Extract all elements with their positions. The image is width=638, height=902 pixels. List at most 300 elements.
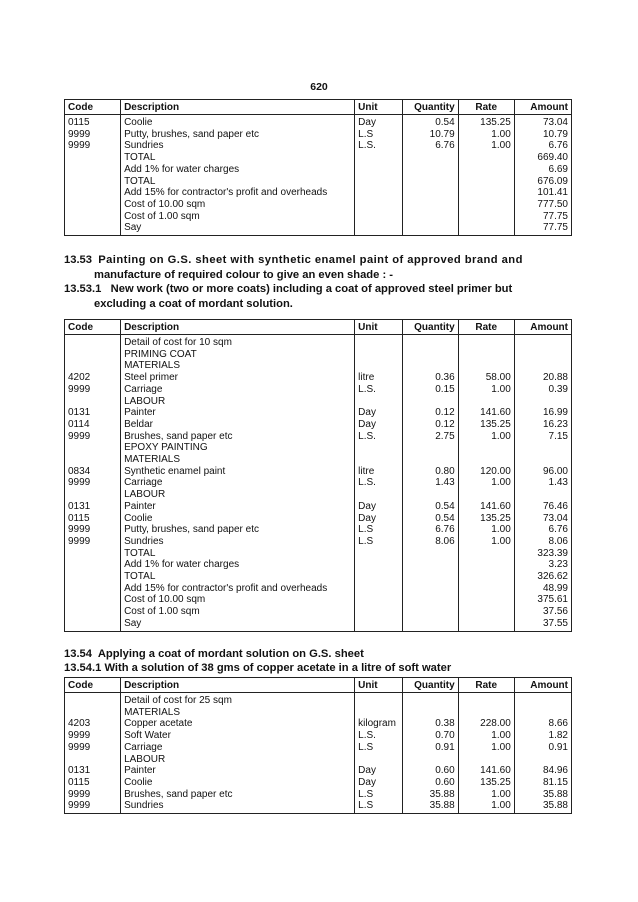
- cell-code: [65, 754, 121, 766]
- cell-quantity: 0.60: [402, 765, 458, 777]
- cell-quantity: [402, 707, 458, 719]
- cell-description: Coolie: [121, 115, 355, 129]
- cell-code: 9999: [65, 140, 121, 152]
- cell-amount: [514, 754, 571, 766]
- table-row: [65, 396, 572, 408]
- table-row: [65, 489, 572, 501]
- cell-quantity: [402, 583, 458, 595]
- cell-code: 0834: [65, 466, 121, 478]
- cell-amount: [514, 396, 571, 408]
- table-row: [65, 115, 572, 129]
- cell-quantity: [402, 187, 458, 199]
- cell-unit: Day: [355, 419, 402, 431]
- cell-rate: [458, 187, 514, 199]
- cell-description: LABOUR: [121, 754, 355, 766]
- cell-description: MATERIALS: [121, 360, 355, 372]
- cell-unit: Day: [355, 115, 402, 129]
- cell-unit: kilogram: [355, 718, 402, 730]
- table-row: [65, 742, 572, 754]
- header-rate: Rate: [458, 320, 514, 335]
- cell-quantity: [402, 176, 458, 188]
- cell-rate: [458, 176, 514, 188]
- cell-code: [65, 594, 121, 606]
- cost-table-3: [64, 677, 572, 814]
- cell-quantity: [402, 164, 458, 176]
- cell-unit: [355, 594, 402, 606]
- cell-quantity: 0.12: [402, 419, 458, 431]
- cell-quantity: 0.15: [402, 384, 458, 396]
- header-description: Description: [121, 100, 355, 115]
- header-amount: Amount: [514, 100, 571, 115]
- table-row: [65, 765, 572, 777]
- table-row: [65, 800, 572, 813]
- cell-quantity: [402, 199, 458, 211]
- cell-amount: 6.76: [514, 140, 571, 152]
- table-row: [65, 384, 572, 396]
- cell-unit: L.S: [355, 742, 402, 754]
- table-row: [65, 606, 572, 618]
- table-row: [65, 777, 572, 789]
- cell-unit: litre: [355, 466, 402, 478]
- cell-amount: 20.88: [514, 372, 571, 384]
- table-row: [65, 571, 572, 583]
- cell-unit: [355, 396, 402, 408]
- cell-code: 4202: [65, 372, 121, 384]
- header-code: Code: [65, 678, 121, 693]
- table-row: [65, 477, 572, 489]
- header-code: Code: [65, 100, 121, 115]
- cell-rate: 1.00: [458, 384, 514, 396]
- cell-rate: [458, 360, 514, 372]
- cell-quantity: [402, 454, 458, 466]
- cell-amount: 8.66: [514, 718, 571, 730]
- cell-unit: [355, 606, 402, 618]
- cell-amount: 326.62: [514, 571, 571, 583]
- cell-quantity: 0.54: [402, 115, 458, 129]
- cell-quantity: [402, 489, 458, 501]
- cell-amount: 669.40: [514, 152, 571, 164]
- cell-rate: [458, 349, 514, 361]
- cell-description: Carriage: [121, 742, 355, 754]
- table-row: [65, 536, 572, 548]
- cell-code: 0115: [65, 115, 121, 129]
- cell-rate: 135.25: [458, 513, 514, 525]
- header-unit: Unit: [355, 678, 402, 693]
- cell-rate: 1.00: [458, 129, 514, 141]
- cell-rate: [458, 594, 514, 606]
- cell-amount: 0.39: [514, 384, 571, 396]
- cell-unit: [355, 335, 402, 349]
- table-row: [65, 513, 572, 525]
- cell-description: MATERIALS: [121, 707, 355, 719]
- section-title-line1: Painting on G.S. sheet with synthetic enamel paint of approved brand and: [98, 254, 523, 266]
- cell-description: LABOUR: [121, 396, 355, 408]
- cell-code: [65, 571, 121, 583]
- cell-unit: [355, 360, 402, 372]
- cell-rate: [458, 571, 514, 583]
- cell-quantity: 0.38: [402, 718, 458, 730]
- table-row: [65, 754, 572, 766]
- cell-code: [65, 618, 121, 631]
- cell-rate: 141.60: [458, 501, 514, 513]
- cell-rate: [458, 559, 514, 571]
- cell-rate: [458, 396, 514, 408]
- cell-rate: 1.00: [458, 742, 514, 754]
- cell-rate: 58.00: [458, 372, 514, 384]
- table-row: [65, 335, 572, 349]
- cell-description: PRIMING COAT: [121, 349, 355, 361]
- cell-code: [65, 559, 121, 571]
- cell-quantity: 35.88: [402, 789, 458, 801]
- cell-code: 0114: [65, 419, 121, 431]
- cell-amount: 1.43: [514, 477, 571, 489]
- cell-rate: [458, 489, 514, 501]
- section-13-54-heading: [64, 647, 572, 662]
- cell-amount: 37.55: [514, 618, 571, 631]
- cell-code: [65, 222, 121, 235]
- cell-amount: [514, 349, 571, 361]
- cell-rate: 1.00: [458, 140, 514, 152]
- table-row: [65, 789, 572, 801]
- cell-rate: 141.60: [458, 407, 514, 419]
- table-header-row: [65, 678, 572, 693]
- cell-rate: [458, 152, 514, 164]
- cell-rate: [458, 707, 514, 719]
- cell-code: 9999: [65, 431, 121, 443]
- cell-description: Carriage: [121, 384, 355, 396]
- cell-quantity: 0.54: [402, 513, 458, 525]
- cell-quantity: [402, 211, 458, 223]
- cell-description: Say: [121, 618, 355, 631]
- cell-code: [65, 211, 121, 223]
- cell-amount: 96.00: [514, 466, 571, 478]
- cell-description: Putty, brushes, sand paper etc: [121, 129, 355, 141]
- cell-rate: [458, 606, 514, 618]
- cell-quantity: [402, 396, 458, 408]
- cell-rate: [458, 693, 514, 707]
- cell-description: MATERIALS: [121, 454, 355, 466]
- cell-quantity: [402, 442, 458, 454]
- cell-amount: 6.76: [514, 524, 571, 536]
- cell-code: 9999: [65, 536, 121, 548]
- cell-unit: litre: [355, 372, 402, 384]
- cell-rate: 135.25: [458, 419, 514, 431]
- cell-rate: 1.00: [458, 536, 514, 548]
- header-quantity: Quantity: [402, 320, 458, 335]
- cell-unit: [355, 489, 402, 501]
- cell-code: [65, 442, 121, 454]
- cell-rate: 1.00: [458, 477, 514, 489]
- cell-description: Sundries: [121, 536, 355, 548]
- cell-quantity: [402, 335, 458, 349]
- cell-unit: L.S.: [355, 477, 402, 489]
- cell-quantity: 0.36: [402, 372, 458, 384]
- cell-code: 9999: [65, 742, 121, 754]
- cell-code: [65, 164, 121, 176]
- cell-amount: 8.06: [514, 536, 571, 548]
- cell-unit: [355, 199, 402, 211]
- cell-unit: L.S.: [355, 384, 402, 396]
- cell-description: Add 15% for contractor's profit and overheads: [121, 583, 355, 595]
- header-description: Description: [121, 320, 355, 335]
- cell-unit: [355, 176, 402, 188]
- cell-quantity: 8.06: [402, 536, 458, 548]
- cell-unit: [355, 583, 402, 595]
- cell-description: Detail of cost for 25 sqm: [121, 693, 355, 707]
- table-row: [65, 524, 572, 536]
- cell-description: TOTAL: [121, 548, 355, 560]
- header-rate: Rate: [458, 100, 514, 115]
- cell-amount: 676.09: [514, 176, 571, 188]
- cell-code: [65, 707, 121, 719]
- page-number: 620: [310, 81, 328, 93]
- table-row: [65, 466, 572, 478]
- cell-amount: 10.79: [514, 129, 571, 141]
- header-quantity: Quantity: [402, 678, 458, 693]
- header-unit: Unit: [355, 100, 402, 115]
- cell-code: [65, 489, 121, 501]
- cell-amount: [514, 707, 571, 719]
- cell-unit: [355, 152, 402, 164]
- cell-quantity: [402, 754, 458, 766]
- section-title-line1: New work (two or more coats) including a coat of approved steel primer but: [110, 283, 513, 295]
- table-row: [65, 211, 572, 223]
- cell-amount: 6.69: [514, 164, 571, 176]
- cell-description: Cost of 1.00 sqm: [121, 211, 355, 223]
- cell-code: 9999: [65, 524, 121, 536]
- cell-amount: 323.39: [514, 548, 571, 560]
- cell-code: [65, 396, 121, 408]
- cell-unit: Day: [355, 513, 402, 525]
- cell-description: Sundries: [121, 140, 355, 152]
- cell-description: TOTAL: [121, 176, 355, 188]
- cell-unit: [355, 618, 402, 631]
- cell-amount: 81.15: [514, 777, 571, 789]
- cell-description: Cost of 10.00 sqm: [121, 594, 355, 606]
- cell-rate: [458, 164, 514, 176]
- cell-description: Steel primer: [121, 372, 355, 384]
- table-row: [65, 176, 572, 188]
- cell-code: [65, 583, 121, 595]
- cell-description: Beldar: [121, 419, 355, 431]
- cell-description: LABOUR: [121, 489, 355, 501]
- cell-amount: 16.23: [514, 419, 571, 431]
- cell-rate: [458, 548, 514, 560]
- table-row: [65, 222, 572, 235]
- cell-quantity: [402, 349, 458, 361]
- table-row: [65, 730, 572, 742]
- table-row: [65, 559, 572, 571]
- cell-quantity: 0.60: [402, 777, 458, 789]
- cell-rate: [458, 335, 514, 349]
- header-rate: Rate: [458, 678, 514, 693]
- cell-amount: 375.61: [514, 594, 571, 606]
- cell-amount: 48.99: [514, 583, 571, 595]
- cell-amount: [514, 335, 571, 349]
- cell-description: Add 1% for water charges: [121, 164, 355, 176]
- cell-quantity: [402, 571, 458, 583]
- cell-quantity: 10.79: [402, 129, 458, 141]
- table-row: [65, 718, 572, 730]
- cell-description: TOTAL: [121, 571, 355, 583]
- cell-code: [65, 199, 121, 211]
- table-row: [65, 548, 572, 560]
- cell-rate: 120.00: [458, 466, 514, 478]
- header-quantity: Quantity: [402, 100, 458, 115]
- cell-rate: [458, 199, 514, 211]
- cell-amount: 35.88: [514, 800, 571, 813]
- cell-quantity: 0.54: [402, 501, 458, 513]
- cell-unit: Day: [355, 777, 402, 789]
- cell-unit: [355, 211, 402, 223]
- section-number: 13.53: [64, 254, 92, 266]
- cell-code: [65, 693, 121, 707]
- cell-description: Coolie: [121, 513, 355, 525]
- cell-unit: [355, 187, 402, 199]
- cell-quantity: 0.70: [402, 730, 458, 742]
- cell-code: 0131: [65, 407, 121, 419]
- section-title-line1: With a solution of 38 gms of copper acetate in a litre of soft water: [104, 662, 452, 674]
- cell-quantity: 1.43: [402, 477, 458, 489]
- cell-rate: [458, 222, 514, 235]
- cell-amount: 777.50: [514, 199, 571, 211]
- table-row: [65, 349, 572, 361]
- cell-unit: L.S: [355, 536, 402, 548]
- cell-unit: [355, 559, 402, 571]
- cell-amount: 37.56: [514, 606, 571, 618]
- cell-rate: [458, 583, 514, 595]
- cell-rate: [458, 618, 514, 631]
- cell-description: Brushes, sand paper etc: [121, 789, 355, 801]
- table-row: [65, 152, 572, 164]
- cell-code: 0131: [65, 765, 121, 777]
- cell-unit: [355, 571, 402, 583]
- table-row: [65, 583, 572, 595]
- table-row: [65, 431, 572, 443]
- cell-rate: 228.00: [458, 718, 514, 730]
- cell-rate: 1.00: [458, 800, 514, 813]
- cell-amount: 3.23: [514, 559, 571, 571]
- cell-rate: 1.00: [458, 789, 514, 801]
- cell-amount: 7.15: [514, 431, 571, 443]
- table-row: [65, 707, 572, 719]
- cell-quantity: 2.75: [402, 431, 458, 443]
- cell-description: Cost of 1.00 sqm: [121, 606, 355, 618]
- cell-quantity: [402, 606, 458, 618]
- cell-code: 9999: [65, 789, 121, 801]
- cell-description: Synthetic enamel paint: [121, 466, 355, 478]
- cell-description: Add 15% for contractor's profit and overheads: [121, 187, 355, 199]
- cell-amount: 1.82: [514, 730, 571, 742]
- cell-description: Sundries: [121, 800, 355, 813]
- cell-unit: [355, 164, 402, 176]
- table-row: [65, 419, 572, 431]
- cell-rate: 1.00: [458, 524, 514, 536]
- cell-description: Soft Water: [121, 730, 355, 742]
- cell-unit: [355, 349, 402, 361]
- cell-rate: [458, 754, 514, 766]
- section-number: 13.53.1: [64, 283, 102, 295]
- cell-amount: [514, 489, 571, 501]
- table-row: [65, 164, 572, 176]
- cell-description: Brushes, sand paper etc: [121, 431, 355, 443]
- cell-unit: [355, 454, 402, 466]
- cell-code: [65, 360, 121, 372]
- cell-code: 9999: [65, 800, 121, 813]
- cell-quantity: [402, 559, 458, 571]
- cell-unit: [355, 754, 402, 766]
- table-row: [65, 140, 572, 152]
- cell-unit: [355, 548, 402, 560]
- cell-quantity: 35.88: [402, 800, 458, 813]
- cell-rate: 135.25: [458, 777, 514, 789]
- cell-description: Coolie: [121, 777, 355, 789]
- section-13-53-1-heading: [64, 282, 572, 311]
- cell-unit: L.S.: [355, 140, 402, 152]
- table-row: [65, 407, 572, 419]
- cell-description: Painter: [121, 765, 355, 777]
- cell-code: [65, 349, 121, 361]
- cell-code: 9999: [65, 384, 121, 396]
- cell-rate: 1.00: [458, 730, 514, 742]
- section-13-53-heading: [64, 253, 572, 282]
- cell-amount: 84.96: [514, 765, 571, 777]
- cell-description: Carriage: [121, 477, 355, 489]
- cell-description: Add 1% for water charges: [121, 559, 355, 571]
- cell-description: Painter: [121, 501, 355, 513]
- cell-amount: [514, 693, 571, 707]
- table-row: [65, 442, 572, 454]
- cell-unit: L.S.: [355, 730, 402, 742]
- header-description: Description: [121, 678, 355, 693]
- table-row: [65, 360, 572, 372]
- cell-code: [65, 187, 121, 199]
- cell-unit: L.S: [355, 129, 402, 141]
- cell-amount: 73.04: [514, 513, 571, 525]
- cell-rate: [458, 454, 514, 466]
- cell-code: [65, 176, 121, 188]
- cell-description: Copper acetate: [121, 718, 355, 730]
- cell-quantity: 6.76: [402, 140, 458, 152]
- cell-description: Putty, brushes, sand paper etc: [121, 524, 355, 536]
- cell-quantity: [402, 360, 458, 372]
- cell-quantity: [402, 618, 458, 631]
- cell-amount: 35.88: [514, 789, 571, 801]
- header-amount: Amount: [514, 320, 571, 335]
- table-row: [65, 372, 572, 384]
- cell-quantity: 0.12: [402, 407, 458, 419]
- section-title-line2: excluding a coat of mordant solution.: [94, 297, 293, 310]
- cell-code: 9999: [65, 730, 121, 742]
- cell-quantity: [402, 548, 458, 560]
- cell-amount: 101.41: [514, 187, 571, 199]
- cell-amount: 0.91: [514, 742, 571, 754]
- cell-rate: 135.25: [458, 115, 514, 129]
- cell-quantity: 0.91: [402, 742, 458, 754]
- cell-description: Painter: [121, 407, 355, 419]
- cell-code: [65, 454, 121, 466]
- cell-quantity: 6.76: [402, 524, 458, 536]
- table-row: [65, 594, 572, 606]
- section-13-54-1-heading: [64, 661, 572, 676]
- cell-amount: [514, 360, 571, 372]
- header-amount: Amount: [514, 678, 571, 693]
- table-row: [65, 129, 572, 141]
- table-row: [65, 454, 572, 466]
- cell-description: Cost of 10.00 sqm: [121, 199, 355, 211]
- cell-amount: 77.75: [514, 222, 571, 235]
- cell-quantity: [402, 222, 458, 235]
